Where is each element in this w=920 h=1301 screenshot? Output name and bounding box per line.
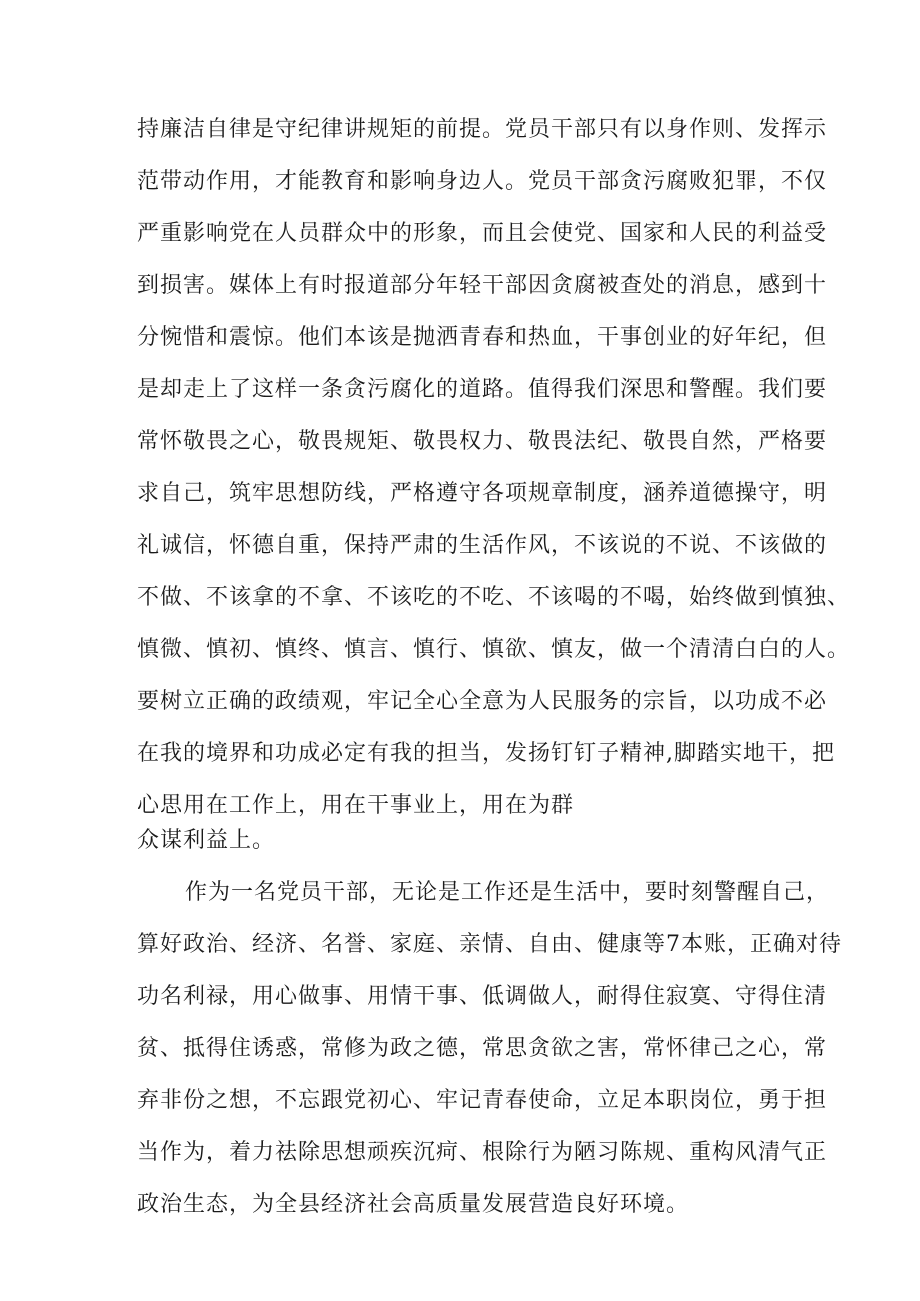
paragraph-1-line-3: 严重影响党在人员群众中的形象，而且会使党、国家和人民的利益受 [137, 221, 828, 246]
paragraph-1-line-6: 是却走上了这样一条贪污腐化的道路。值得我们深思和警醒。我们要 [137, 377, 828, 402]
paragraph-2-line-5: 弃非份之想，不忘跟党初心、牢记青春使命，立足本职岗位，勇于担 [137, 1088, 828, 1113]
paragraph-1-line-2: 范带动作用，才能教育和影响身边人。党员干部贪污腐败犯罪，不仅 [137, 169, 828, 194]
paragraph-2-line-4: 贫、抵得住诱惑，常修为政之德，常思贪欲之害，常怀律己之心，常 [137, 1036, 828, 1061]
paragraph-1-line-9: 礼诚信，怀德自重，保持严肃的生活作风，不该说的不说、不该做的 [137, 533, 828, 558]
paragraph-1-line-12: 要树立正确的政绩观，牢记全心全意为人民服务的宗旨，以功成不必 [137, 689, 828, 714]
paragraph-1-line-7: 常怀敬畏之心，敬畏规矩、敬畏权力、敬畏法纪、敬畏自然，严格要 [137, 429, 828, 454]
paragraph-1-line-4: 到损害。媒体上有时报道部分年轻干部因贪腐被查处的消息，感到十 [137, 273, 828, 298]
paragraph-2-line-3: 功名利禄，用心做事、用情干事、低调做人，耐得住寂寞、守得住清 [137, 984, 828, 1009]
paragraph-1-line-8: 求自己，筑牢思想防线，严格遵守各项规章制度，涵养道德操守，明 [137, 481, 828, 506]
paragraph-2-line-7: 政治生态，为全县经济社会高质量发展营造良好环境。 [137, 1192, 690, 1217]
paragraph-2-line-1: 作为一名党员干部，无论是工作还是生活中，要时刻警醒自己， [185, 880, 830, 905]
paragraph-1-line-1: 持廉洁自律是守纪律讲规矩的前提。党员干部只有以身作则、发挥示 [137, 117, 828, 142]
paragraph-1-line-11: 慎微、慎初、慎终、慎言、慎行、慎欲、慎友，做一个清清白白的人。 [137, 637, 851, 662]
paragraph-2-line-2: 算好政治、经济、名誉、家庭、亲情、自由、健康等7本账，正确对待 [137, 932, 842, 957]
paragraph-1-line-5: 分惋惜和震惊。他们本该是抛洒青春和热血，干事创业的好年纪，但 [137, 325, 828, 350]
paragraph-1-line-14: 心思用在工作上，用在干事业上，用在为群 [137, 793, 575, 818]
paragraph-1-line-13: 在我的境界和功成必定有我的担当，发扬钉钉子精神,脚踏实地干，把 [137, 741, 835, 766]
paragraph-1-line-10: 不做、不该拿的不拿、不该吃的不吃、不该喝的不喝，始终做到慎独、 [137, 585, 851, 610]
paragraph-1-line-15: 众谋利益上。 [137, 828, 276, 853]
paragraph-2-line-6: 当作为，着力祛除思想顽疾沉疴、根除行为陋习陈规、重构风清气正 [137, 1140, 828, 1165]
